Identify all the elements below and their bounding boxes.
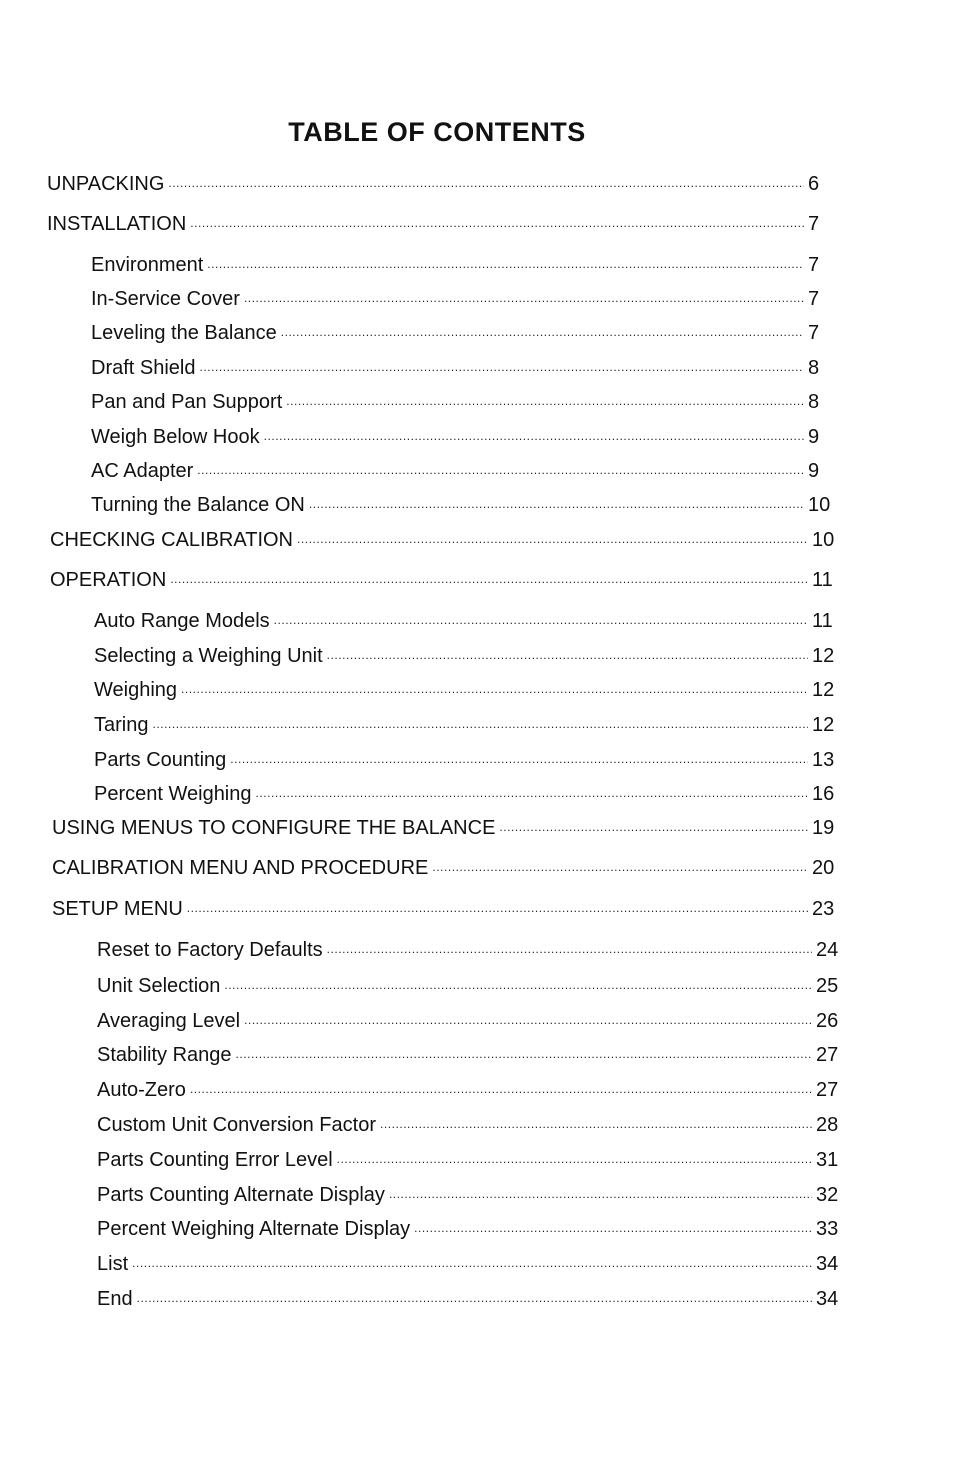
toc-entry-page: 31	[816, 1149, 839, 1171]
dot-leader	[286, 390, 804, 414]
toc-entry-label: SETUP MENU	[52, 898, 183, 920]
dot-leader	[274, 609, 808, 633]
toc-entry-stability-range	[97, 1043, 842, 1067]
toc-entry-label: INSTALLATION	[47, 213, 187, 235]
toc-entry-page: 20	[812, 857, 835, 879]
dot-leader	[244, 1009, 812, 1033]
toc-entry-calibration-menu	[52, 856, 838, 880]
toc-entry-averaging-level	[97, 1009, 842, 1033]
toc-entry-page: 11	[812, 610, 833, 632]
toc-entry-parts-counting-error-level	[97, 1148, 842, 1172]
toc-entry-percent-weighing	[94, 782, 838, 806]
toc-entry-turning-the-balance-on	[91, 493, 834, 517]
dot-leader	[327, 644, 808, 668]
toc-entry-page: 12	[812, 645, 835, 667]
toc-entry-label: Weighing	[94, 679, 178, 701]
toc-entry-label: Weigh Below Hook	[91, 426, 260, 448]
toc-entry-list	[97, 1252, 842, 1276]
toc-entry-pan-and-pan-support	[91, 390, 834, 414]
dot-leader	[380, 1113, 812, 1137]
toc-entry-label: Reset to Factory Defaults	[97, 939, 323, 961]
toc-entry-using-menus	[52, 816, 838, 840]
toc-entry-label: Averaging Level	[97, 1010, 241, 1032]
toc-entry-parts-counting-alternate-display	[97, 1183, 842, 1207]
toc-entry-label: Unit Selection	[97, 975, 221, 997]
dot-leader	[309, 493, 804, 517]
toc-entry-page: 27	[816, 1044, 839, 1066]
toc-entry-auto-zero	[97, 1078, 842, 1102]
toc-entry-label: Taring	[94, 714, 149, 736]
toc-entry-parts-counting	[94, 748, 838, 772]
dot-leader	[200, 356, 805, 380]
toc-entry-label: Leveling the Balance	[91, 322, 277, 344]
toc-entry-checking-calibration	[50, 528, 838, 552]
toc-entry-percent-weighing-alternate-display	[97, 1217, 842, 1241]
toc-entry-page: 6	[808, 173, 820, 195]
toc-entry-end	[97, 1287, 842, 1311]
toc-entry-page: 28	[816, 1114, 839, 1136]
toc-entry-page: 10	[812, 529, 835, 551]
toc-entry-label: Pan and Pan Support	[91, 391, 283, 413]
dot-leader	[190, 212, 804, 236]
toc-entry-label: Turning the Balance ON	[91, 494, 305, 516]
toc-entry-draft-shield	[91, 356, 834, 380]
dot-leader	[236, 1043, 812, 1067]
toc-entry-page: 24	[816, 939, 839, 961]
dot-leader	[327, 938, 812, 962]
toc-entry-page: 12	[812, 679, 835, 701]
toc-entry-weigh-below-hook	[91, 425, 834, 449]
dot-leader	[230, 748, 808, 772]
dot-leader	[499, 816, 808, 840]
toc-entry-page: 10	[808, 494, 831, 516]
toc-entry-label: List	[97, 1253, 129, 1275]
toc-entry-unpacking	[47, 172, 834, 196]
toc-entry-label: CHECKING CALIBRATION	[50, 529, 293, 551]
toc-entry-label: Percent Weighing	[94, 783, 252, 805]
toc-entry-selecting-a-weighing-unit	[94, 644, 838, 668]
toc-entry-page: 7	[808, 254, 820, 276]
toc-entry-page: 11	[812, 569, 833, 591]
dot-leader	[137, 1287, 812, 1311]
toc-entry-page: 8	[808, 391, 820, 413]
toc-entry-in-service-cover	[91, 287, 834, 311]
toc-entry-weighing	[94, 678, 838, 702]
dot-leader	[337, 1148, 812, 1172]
toc-entry-label: OPERATION	[50, 569, 167, 591]
toc-entry-label: Parts Counting Error Level	[97, 1149, 333, 1171]
dot-leader	[297, 528, 808, 552]
toc-entry-unit-selection	[97, 974, 842, 998]
toc-entry-custom-unit-conversion-factor	[97, 1113, 842, 1137]
toc-entry-label: Auto-Zero	[97, 1079, 186, 1101]
toc-entry-label: Auto Range Models	[94, 610, 270, 632]
toc-entry-page: 23	[812, 898, 835, 920]
toc-entry-page: 9	[808, 426, 820, 448]
toc-entry-label: In-Service Cover	[91, 288, 240, 310]
toc-entry-page: 26	[816, 1010, 839, 1032]
toc-entry-label: Stability Range	[97, 1044, 232, 1066]
dot-leader	[432, 856, 808, 880]
toc-entry-page: 25	[816, 975, 839, 997]
toc-entry-label: Draft Shield	[91, 357, 196, 379]
dot-leader	[132, 1252, 812, 1276]
dot-leader	[170, 568, 808, 592]
toc-entry-page: 27	[816, 1079, 839, 1101]
toc-entry-label: Custom Unit Conversion Factor	[97, 1114, 376, 1136]
toc-entry-page: 19	[812, 817, 835, 839]
toc-entry-page: 12	[812, 714, 835, 736]
toc-entry-installation	[47, 212, 834, 236]
toc-entry-auto-range-models	[94, 609, 838, 633]
toc-entry-operation	[50, 568, 838, 592]
toc-entry-reset-to-factory-defaults	[97, 938, 842, 962]
toc-entry-page: 7	[808, 322, 820, 344]
toc-entry-page: 7	[808, 213, 820, 235]
dot-leader	[389, 1183, 812, 1207]
dot-leader	[187, 897, 808, 921]
toc-entry-label: Parts Counting Alternate Display	[97, 1184, 385, 1206]
toc-entry-page: 9	[808, 460, 820, 482]
toc-entry-page: 34	[816, 1288, 839, 1310]
toc-entry-ac-adapter	[91, 459, 834, 483]
dot-leader	[197, 459, 804, 483]
dot-leader	[281, 321, 804, 345]
dot-leader	[168, 172, 804, 196]
toc-entry-page: 16	[812, 783, 835, 805]
dot-leader	[244, 287, 804, 311]
dot-leader	[152, 713, 808, 737]
toc-entry-label: UNPACKING	[47, 173, 165, 195]
page-title: TABLE OF CONTENTS	[288, 117, 586, 147]
toc-entry-page: 32	[816, 1184, 839, 1206]
dot-leader	[264, 425, 804, 449]
toc-entry-environment	[91, 253, 834, 277]
dot-leader	[224, 974, 812, 998]
toc-entry-label: End	[97, 1288, 133, 1310]
dot-leader	[181, 678, 808, 702]
toc-entry-label: Environment	[91, 254, 204, 276]
toc-entry-setup-menu	[52, 897, 838, 921]
toc-entry-page: 7	[808, 288, 820, 310]
toc-entry-page: 13	[812, 749, 835, 771]
dot-leader	[414, 1217, 812, 1241]
dot-leader	[190, 1078, 812, 1102]
toc-entry-page: 8	[808, 357, 820, 379]
toc-entry-page: 34	[816, 1253, 839, 1275]
toc-entry-label: Parts Counting	[94, 749, 227, 771]
toc-entry-taring	[94, 713, 838, 737]
dot-leader	[207, 253, 804, 277]
toc-entry-label: AC Adapter	[91, 460, 194, 482]
toc-entry-label: CALIBRATION MENU AND PROCEDURE	[52, 857, 429, 879]
toc-entry-page: 33	[816, 1218, 839, 1240]
toc-entry-leveling-the-balance	[91, 321, 834, 345]
toc-entry-label: USING MENUS TO CONFIGURE THE BALANCE	[52, 817, 496, 839]
dot-leader	[256, 782, 809, 806]
toc-entry-label: Selecting a Weighing Unit	[94, 645, 323, 667]
toc-entry-label: Percent Weighing Alternate Display	[97, 1218, 411, 1240]
